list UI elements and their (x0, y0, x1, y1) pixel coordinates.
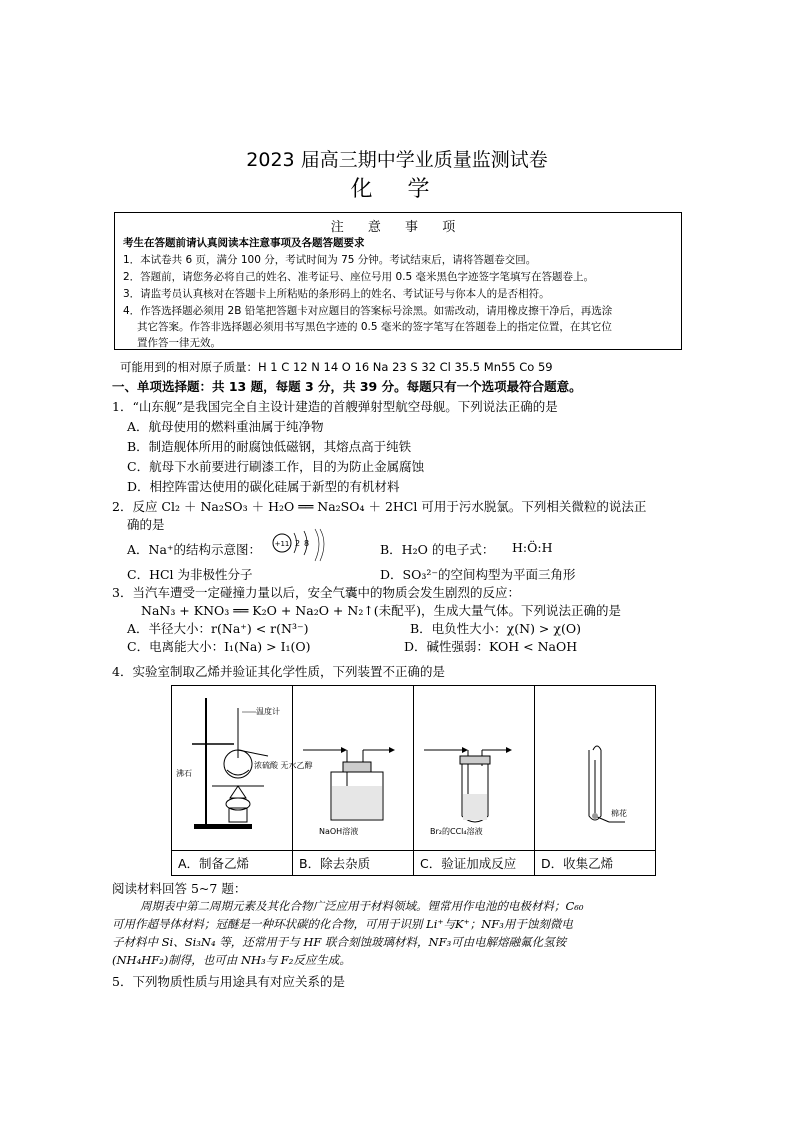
q3-option-b: B．电负性大小：χ(N) > χ(O) (410, 621, 581, 636)
q1-option-b: B．制造舰体所用的耐腐蚀低磁钢，其熔点高于纯铁 (127, 439, 412, 454)
label-cotton: 棉花 (611, 809, 627, 818)
q2-option-d: D．SO₃²⁻的空间构型为平面三角形 (380, 567, 576, 582)
question-2-stem-cont: 确的是 (127, 517, 165, 532)
gas-wash-bottle-icon (293, 686, 413, 846)
reading-heading: 阅读材料回答 5~7 题： (112, 881, 247, 896)
svg-text:+11: +11 (274, 540, 290, 548)
question-1-stem: 1．“山东舰”是我国完全自主设计建造的首艘弹射型航空母舰。下列说法正确的是 (112, 399, 558, 414)
notice-item: 其它答案。作答非选择题必须用书写黑色字迹的 0.5 毫米的签字笔写在答题卷上的指定位置，在其它位 (137, 321, 612, 333)
notice-item: 3．请监考员认真核对在答题卡上所粘贴的条形码上的姓名、考试证号与你本人的是否相符。 (123, 288, 550, 300)
q3-option-c: C．电离能大小：I₁(Na) > I₁(O) (127, 639, 311, 654)
ethylene-prep-icon (172, 686, 313, 846)
svg-text:2: 2 (295, 539, 301, 548)
notice-item: 置作答一律无效。 (137, 337, 221, 349)
q1-option-c: C．航母下水前要进行刷漆工作，目的为防止金属腐蚀 (127, 459, 425, 474)
caption-c: C．验证加成反应 (414, 851, 535, 876)
question-2-stem: 2．反应 Cl₂ ＋ Na₂SO₃ ＋ H₂O ══ Na₂SO₄ ＋ 2HCl 可用于污水脱氯。下列相关微粒的说法正 (112, 499, 647, 514)
apparatus-b (293, 686, 414, 851)
apparatus-table (171, 685, 656, 876)
q1-option-a: A．航母使用的燃料重油属于纯净物 (127, 419, 324, 434)
q3-option-a: A．半径大小：r(Na⁺) < r(N³⁻) (127, 621, 309, 636)
notice-item: 1．本试卷共 6 页，满分 100 分，考试时间为 75 分钟。考试结束后，请将答题卷交回。 (123, 254, 537, 266)
exam-title: 2023 届高三期中学业质量监测试卷 (246, 149, 548, 171)
reading-line: (NH₄HF₂)制得，也可由 NH₃与 F₂反应生成。 (112, 953, 351, 967)
label-br2: Br₂的CCl₄溶液 (430, 827, 483, 836)
apparatus-d (535, 686, 656, 851)
question-4-stem: 4．实验室制取乙烯并验证其化学性质，下列装置不正确的是 (112, 664, 445, 679)
bromine-test-icon (414, 686, 534, 846)
section-heading: 一、单项选择题：共 13 题，每题 3 分，共 39 分。每题只有一个选项最符合题意。 (112, 379, 582, 394)
reading-line: 可用作超导体材料；冠醚是一种环状碳的化合物，可用于识别 Li⁺与K⁺；NF₃用于蚀刻微电 (112, 917, 573, 931)
question-3-equation: NaN₃ + KNO₃ ══ K₂O + Na₂O + N₂↑(未配平)，生成大量气体。下列说法正确的是 (141, 603, 622, 618)
notice-box (114, 212, 682, 350)
q2-option-b: B．H₂O 的电子式： (380, 542, 495, 557)
q1-option-d: D．相控阵雷达使用的碳化硅属于新型的有机材料 (127, 479, 400, 494)
subject-title: 化 学 (350, 177, 444, 202)
label-thermometer: 温度计 (256, 707, 280, 716)
sodium-ion-diagram (270, 528, 332, 564)
caption-d: D．收集乙烯 (535, 851, 656, 876)
atomic-masses: 可能用到的相对原子质量：H 1 C 12 N 14 O 16 Na 23 S 32 Cl 35.5 Mn55 Co 59 (120, 360, 553, 374)
q2-option-a: A．Na⁺的结构示意图： (127, 542, 262, 557)
notice-lead: 考生在答题前请认真阅读本注意事项及各题答题要求 (123, 237, 365, 249)
svg-text:8: 8 (304, 539, 310, 548)
reading-line: 子材料中 Si、Si₃N₄ 等，还常用于与 HF 联合刻蚀玻璃材料，NF₃可由电解熔融氟化氢铵 (112, 935, 567, 949)
label-naoh: NaOH溶液 (319, 827, 359, 836)
apparatus-c (414, 686, 535, 851)
caption-b: B．除去杂质 (293, 851, 414, 876)
label-stone: 沸石 (176, 769, 192, 778)
collection-tube-icon (535, 686, 655, 846)
question-5-stem: 5．下列物质性质与用途具有对应关系的是 (112, 974, 345, 989)
reading-line: 周期表中第二周期元素及其化合物广泛应用于材料领域。锂常用作电池的电极材料；C₆₀ (140, 899, 584, 913)
question-3-stem: 3．当汽车遭受一定碰撞力量以后，安全气囊中的物质会发生剧烈的反应： (112, 585, 520, 600)
water-electron-formula: H:Ö:H (512, 540, 553, 555)
caption-a: A．制备乙烯 (172, 851, 293, 876)
notice-item: 2．答题前，请您务必将自己的姓名、准考证号、座位号用 0.5 毫米黑色字迹签字笔填写在答题卷上。 (123, 271, 595, 283)
notice-item: 4．作答选择题必须用 2B 铅笔把答题卡对应题目的答案标号涂黑。如需改动，请用橡皮擦干净后，再选涂 (123, 305, 613, 317)
notice-title: 注 意 事 项 (330, 220, 466, 235)
apparatus-a (172, 686, 313, 851)
q3-option-d: D．碱性强弱：KOH < NaOH (404, 639, 578, 654)
q2-option-c: C．HCl 为非极性分子 (127, 567, 253, 582)
label-reagent: 浓硫酸 无水乙醇 (254, 761, 313, 770)
